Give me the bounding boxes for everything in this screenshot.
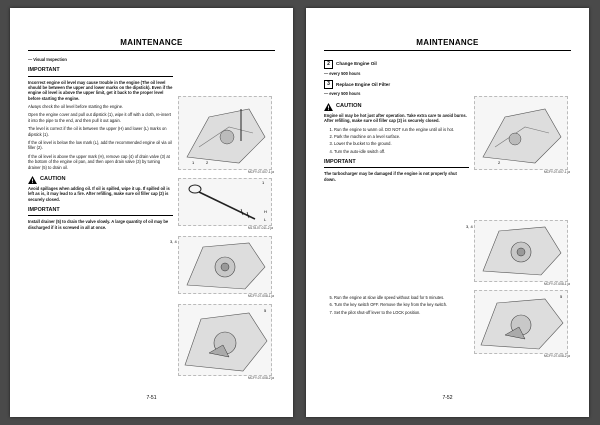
procedure-step: 6. Turn the key switch OFF. Remove the key from the key switch. [334, 302, 469, 307]
callout-label: 1 [262, 180, 265, 185]
step-title: Change Engine Oil [336, 61, 377, 67]
step-interval: — every 500 hours [324, 91, 361, 97]
page-number: 7-52 [442, 395, 453, 401]
important-text: Incorrect engine oil level may cause trouble in the engine (The oil level should be between the upper and lower marks on the dipstick). Even if the engine oil level is above the upper limit, get it back to the proper level before starting the engine. [28, 79, 173, 101]
callout-label: 3, 4 [170, 239, 177, 244]
figure-engine-dipstick [178, 96, 272, 170]
warning-icon [324, 103, 333, 111]
page-right [306, 8, 589, 417]
step-number: 3 [324, 80, 333, 89]
page-left [10, 8, 293, 417]
callout-label: 2 [498, 160, 501, 165]
caution-text: Avoid spillages when adding oil. If oil is spilled, wipe it up. If spilled oil is left as is, it may lead to a fire. After refilling, make sure oil filler cap (2) is securely closed. [28, 185, 170, 202]
figure-dipstick [178, 178, 272, 226]
step-interval: — every 500 hours [324, 71, 361, 76]
caution-label: CAUTION [336, 103, 362, 110]
figure-caption: MCFY-07-007-1 ja [248, 170, 274, 174]
figure-drain-valve [474, 220, 568, 282]
figure-caption: MCFY-07-008-1 ja [248, 294, 274, 298]
figure-engine-oil-filler [474, 96, 568, 170]
body-paragraph: Always check the oil level before starting the engine. [28, 104, 124, 110]
procedure-step: 4. Turn the auto-idle switch off. [334, 149, 469, 154]
figure-drainer [474, 290, 568, 354]
callout-label: L [264, 217, 267, 222]
important-heading: IMPORTANT [324, 159, 469, 168]
procedure-list [324, 127, 469, 155]
figure-caption: M178-07-011-2 ja [248, 226, 273, 230]
figure-caption: MCFY-07-008-1 ja [544, 282, 570, 286]
warning-icon [28, 176, 37, 184]
figure-caption: MCFY-07-007-1 ja [544, 170, 570, 174]
step-number: 2 [324, 60, 333, 69]
caution-heading [28, 176, 173, 184]
callout-label: 5 [560, 294, 563, 299]
important-heading: IMPORTANT [28, 67, 173, 76]
caution-heading [324, 103, 469, 111]
important-text: Install drainer (5) to drain the valve slowly. A large quantity of oil may be discharged if it is screwed in all at once. [28, 219, 169, 230]
callout-label: 5 [264, 308, 267, 313]
important-text: The turbocharger may be damaged if the engine is not properly shut down. [324, 171, 457, 182]
step-title: Replace Engine Oil Filter [336, 81, 391, 87]
section-title: — Visual Inspection [28, 57, 67, 62]
caution-label: CAUTION [40, 176, 66, 183]
page-number: 7-51 [146, 395, 157, 401]
procedure-step: 1. Run the engine to warm oil. DO NOT run the engine until oil is hot. [334, 127, 469, 132]
procedure-list [324, 295, 469, 315]
important-heading: IMPORTANT [28, 207, 173, 216]
callout-label: H [264, 209, 267, 214]
figure-drainer [178, 304, 272, 376]
body-paragraph: The level is correct if the oil is between the upper (H) and lower (L) marks on dipstick (1). [28, 126, 167, 137]
page-header: MAINTENANCE [28, 38, 275, 51]
body-paragraph: If the oil level is below the low mark (L), add the recommended engine oil via oil filler (2). [28, 140, 172, 151]
step-heading [324, 80, 469, 89]
page-header: MAINTENANCE [324, 38, 571, 51]
step-heading [324, 60, 469, 69]
text-column [28, 56, 173, 233]
body-paragraph: Open the engine cover and pull out dipstick (1), wipe it off with a cloth, re-insert it into the pipe to the end, and then pull it out again. [28, 112, 172, 123]
callout-label: 2 [206, 160, 209, 165]
callout-label: 1 [192, 160, 195, 165]
figure-caption: MCFY-07-008-2 ja [248, 376, 274, 380]
body-paragraph: If the oil level is above the upper mark (H), remove cap (4) of drain valve (3) at the bottom of the engine oil pan, and then open drain valve (3) by turning drainer (5) to drain oil. [28, 153, 170, 170]
procedure-step: 2. Park the machine on a level surface. [334, 134, 469, 139]
procedure-step: 7. Set the pilot shut-off lever to the LOCK position. [334, 310, 469, 315]
caution-text: Engine oil may be hot just after operation. Take extra care to avoid burns. After refilling, make sure oil filler cap (2) is securely closed. [324, 112, 467, 124]
figure-caption: MCFY-07-008-2 ja [544, 354, 570, 358]
text-column [324, 56, 469, 317]
figure-drain-valve [178, 236, 272, 294]
callout-label: 3, 4 [466, 224, 473, 229]
procedure-step: 5. Run the engine at slow idle speed without load for 5 minutes. [334, 295, 469, 300]
procedure-step: 3. Lower the bucket to the ground. [334, 141, 469, 146]
